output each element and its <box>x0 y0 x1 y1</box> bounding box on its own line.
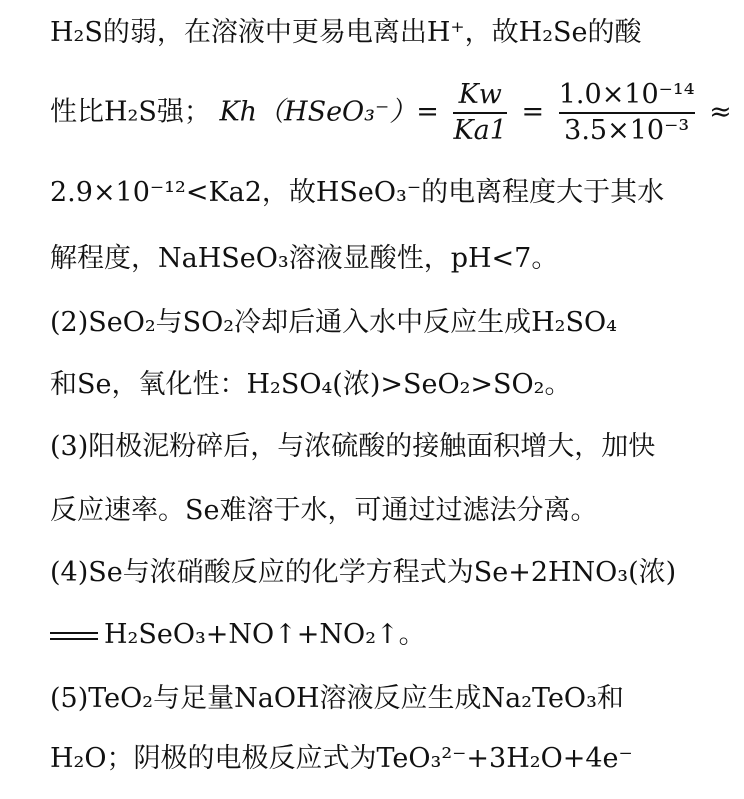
kh-expression: Kh（HSeO₃⁻）= <box>219 96 439 128</box>
fraction-kw-numerator: Kw <box>458 79 502 110</box>
text-line-12: H₂O；阴极的电极反应式为TeO₃²⁻+3H₂O+4e⁻ <box>50 743 633 774</box>
text-line-10-body: H₂SeO₃+NO↑+NO₂↑。 <box>104 619 426 650</box>
text-line-8: 反应速率。Se难溶于水，可通过过滤法分离。 <box>50 495 598 526</box>
fraction-kw-ka1 <box>453 80 506 146</box>
text-line-10 <box>50 618 710 652</box>
fraction-value-numerator: 1.0×10⁻¹⁴ <box>558 79 695 110</box>
equation-equals-bar <box>50 632 98 640</box>
fraction-value-denominator: 3.5×10⁻³ <box>564 115 690 146</box>
text-line-2: 性比H₂S强； Kh（HSeO₃⁻）= $\frac{Kw}{Ka1}$ = $\frac{\text{1.0×10⁻¹⁴}}{\text{3.5×10⁻³}}$ ≈ <box>50 79 732 146</box>
approx-sign: ≈ <box>709 96 732 128</box>
text-line-7: (3)阳极泥粉碎后，与浓硫酸的接触面积增大，加快 <box>50 431 656 462</box>
fraction-ka1-denominator: Ka1 <box>453 115 507 146</box>
text-line-2-start: 性比H₂S强； <box>50 96 211 128</box>
text-line-9: (4)Se与浓硝酸反应的化学方程式为Se+2HNO₃(浓) <box>50 557 677 588</box>
text-line-1: H₂S的弱，在溶液中更易电离出H⁺，故H₂Se的酸 <box>50 17 642 48</box>
text-line-4: 解程度，NaHSeO₃溶液显酸性，pH<7。 <box>50 243 559 274</box>
fraction-values <box>559 80 695 146</box>
text-line-11: (5)TeO₂与足量NaOH溶液反应生成Na₂TeO₃和 <box>50 683 624 714</box>
text-line-5: (2)SeO₂与SO₂冷却后通入水中反应生成H₂SO₄ <box>50 307 617 338</box>
text-line-6: 和Se，氧化性：H₂SO₄(浓)>SeO₂>SO₂。 <box>50 369 572 400</box>
text-line-3: 2.9×10⁻¹²<Ka2，故HSeO₃⁻的电离程度大于其水 <box>50 177 665 208</box>
